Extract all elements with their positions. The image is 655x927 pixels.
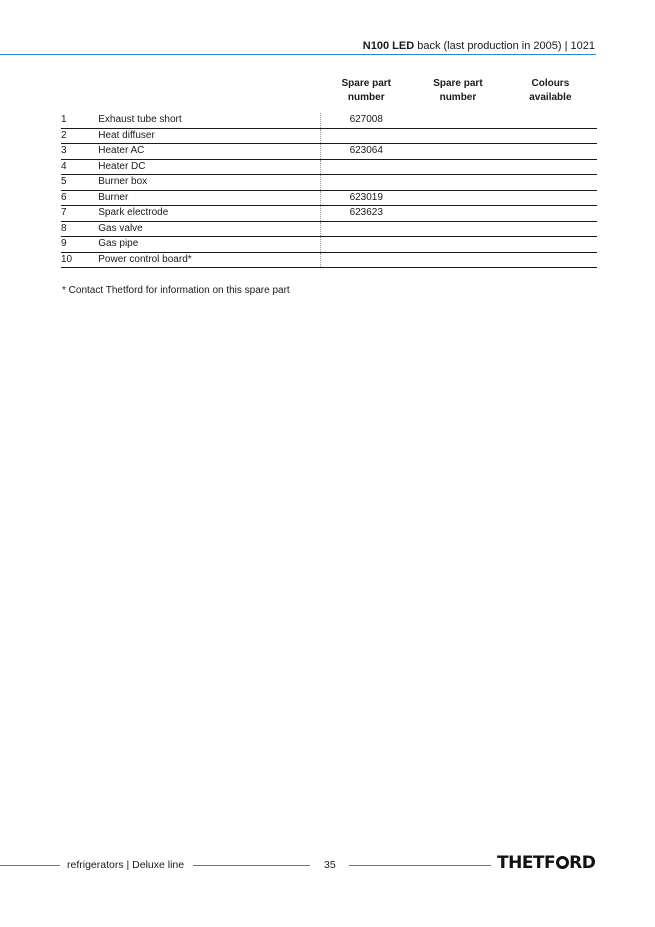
header-model: N100 LED [362, 40, 415, 52]
row-number: 10 [61, 252, 98, 268]
header-subtitle: back (last production in 2005) [417, 40, 562, 52]
col-header-number [61, 77, 98, 113]
row-part-number-alt [412, 144, 504, 160]
header-separator: | [564, 40, 568, 52]
row-colours [504, 159, 597, 175]
row-description: Burner box [98, 175, 320, 191]
table-row [61, 144, 597, 160]
row-description: Gas valve [98, 221, 320, 237]
row-number: 1 [61, 113, 98, 128]
row-part-number: 623623 [320, 206, 412, 222]
row-colours [504, 144, 597, 160]
table-row [61, 190, 597, 206]
col-header-part1: Spare part number [341, 78, 391, 103]
row-number: 6 [61, 190, 98, 206]
row-colours [504, 221, 597, 237]
row-colours [504, 252, 597, 268]
row-description: Heater DC [98, 159, 320, 175]
header-code: 1021 [570, 40, 595, 52]
col-header-colours: Colours available [529, 78, 572, 103]
footer-rule-right [349, 865, 491, 866]
row-part-number-alt [412, 159, 504, 175]
row-number: 3 [61, 144, 98, 160]
row-part-number-alt [412, 221, 504, 237]
footer-rule-mid [193, 865, 310, 866]
row-part-number-alt [412, 113, 504, 128]
row-part-number [320, 175, 412, 191]
row-part-number-alt [412, 252, 504, 268]
row-description: Spark electrode [98, 206, 320, 222]
row-part-number-alt [412, 206, 504, 222]
row-description: Heater AC [98, 144, 320, 160]
row-part-number-alt [412, 190, 504, 206]
row-colours [504, 206, 597, 222]
row-description: Gas pipe [98, 237, 320, 253]
footnote: * Contact Thetford for information on this spare part [62, 285, 290, 296]
table-row [61, 252, 597, 268]
row-colours [504, 113, 597, 128]
table-row [61, 159, 597, 175]
row-part-number [320, 128, 412, 144]
footer-section: refrigerators | Deluxe line [67, 859, 185, 871]
page-header [363, 40, 595, 52]
row-part-number-alt [412, 237, 504, 253]
table-row [61, 206, 597, 222]
row-part-number [320, 221, 412, 237]
row-number: 4 [61, 159, 98, 175]
row-colours [504, 190, 597, 206]
footer-rule-left [0, 865, 60, 866]
table-header-row [61, 77, 597, 113]
row-number: 8 [61, 221, 98, 237]
row-part-number [320, 252, 412, 268]
row-description: Heat diffuser [98, 128, 320, 144]
row-part-number [320, 159, 412, 175]
row-part-number-alt [412, 175, 504, 191]
row-description: Power control board* [98, 252, 320, 268]
col-header-part2: Spare part number [433, 78, 483, 103]
row-number: 5 [61, 175, 98, 191]
table-row [61, 128, 597, 144]
thetford-logo: THETF RD [497, 853, 596, 873]
row-number: 2 [61, 128, 98, 144]
row-part-number-alt [412, 128, 504, 144]
row-part-number [320, 237, 412, 253]
row-part-number: 623064 [320, 144, 412, 160]
row-part-number: 623019 [320, 190, 412, 206]
row-number: 9 [61, 237, 98, 253]
page-number: 35 [324, 859, 336, 871]
row-description: Burner [98, 190, 320, 206]
row-description: Exhaust tube short [98, 113, 320, 128]
table-row [61, 113, 597, 128]
header-rule [0, 54, 596, 55]
row-colours [504, 237, 597, 253]
row-part-number: 627008 [320, 113, 412, 128]
col-header-description [98, 77, 320, 113]
row-colours [504, 175, 597, 191]
table-row [61, 221, 597, 237]
table-row [61, 237, 597, 253]
table-row [61, 175, 597, 191]
row-colours [504, 128, 597, 144]
spare-parts-table [61, 77, 597, 268]
row-number: 7 [61, 206, 98, 222]
